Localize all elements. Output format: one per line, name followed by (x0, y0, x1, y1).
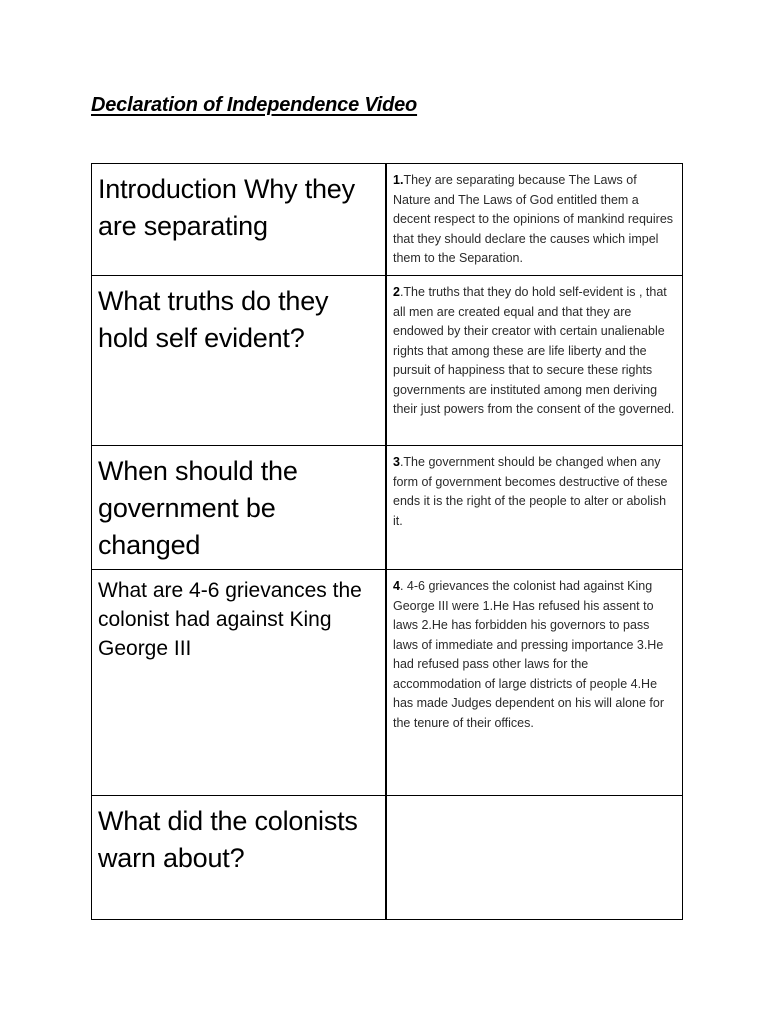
question-cell (92, 446, 387, 570)
question-text: Introduction Why they are separating (98, 174, 355, 241)
question-text: What did the colonists warn about? (98, 806, 358, 873)
question-cell (92, 276, 387, 446)
table-row (92, 164, 683, 276)
table-row (92, 570, 683, 796)
answer-text-block (387, 796, 682, 803)
document-title: Declaration of Independence Video (91, 94, 418, 116)
table-row (92, 276, 683, 446)
answer-text-block (387, 570, 682, 733)
table-row (92, 796, 683, 920)
question-cell (92, 570, 387, 796)
answer-text: .The truths that they do hold self-evident is , that all men are created equal and that they are endowed by their creator with certain unalienable rights that among these are life liberty and the pursuit of happiness that to secure these rights governments are instituted among men deriving their just powers from the consent of the governed. (393, 285, 675, 416)
answer-number: 4 (393, 579, 400, 593)
answer-number: 1. (393, 173, 404, 187)
question-text: What truths do they hold self evident? (98, 286, 329, 353)
answer-number: 3 (393, 455, 400, 469)
answer-number: 2 (393, 285, 400, 299)
answer-cell (386, 446, 683, 570)
answer-text: . 4-6 grievances the colonist had against King George III were 1.He Has refused his assent to laws 2.He has forbidden his governors to pass laws of immediate and pressing importance 3.He had refused pass other laws for the accommodation of large districts of people 4.He has made Judges dependent on his will alone for the tenure of their offices. (393, 579, 665, 730)
answer-cell-empty (386, 796, 683, 920)
answer-cell (386, 276, 683, 446)
answer-text-block (387, 276, 682, 420)
question-answer-table (91, 163, 683, 920)
answer-text: They are separating because The Laws of Nature and The Laws of God entitled them a decent respect to the opinions of mankind requires that they should declare the causes which impel them to the Separation. (393, 173, 674, 265)
question-cell (92, 164, 387, 276)
answer-text: .The government should be changed when any form of government becomes destructive of these ends it is the right of the people to alter or abolish it. (393, 455, 668, 528)
question-text: What are 4-6 grievances the colonist had against King George III (98, 579, 362, 660)
answer-cell (386, 164, 683, 276)
table-row (92, 446, 683, 570)
question-cell (92, 796, 387, 920)
answer-text-block (387, 446, 682, 531)
answer-cell (386, 570, 683, 796)
question-text: When should the government be changed (98, 456, 298, 560)
answer-text-block (387, 164, 682, 269)
